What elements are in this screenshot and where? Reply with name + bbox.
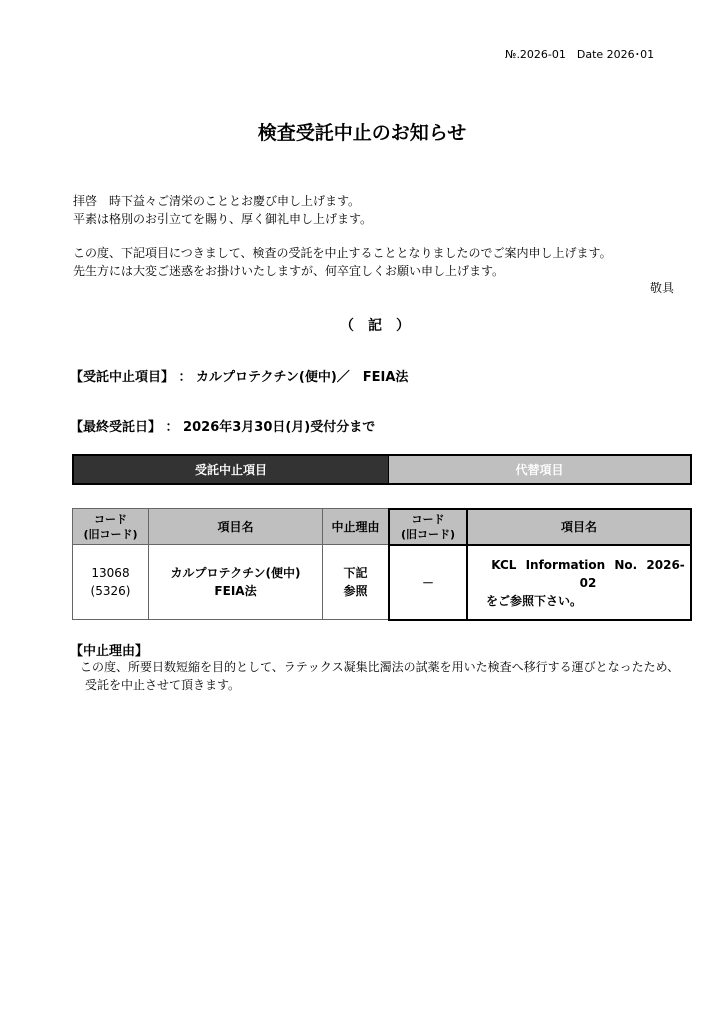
- old-code: (5326): [90, 584, 131, 598]
- reason-2: 参照: [343, 584, 368, 598]
- cell-reason: [322, 544, 389, 620]
- cell-alt-code: －: [388, 544, 468, 621]
- item-name: カルプロテクチン(便中): [170, 566, 301, 580]
- alt-note: をご参照下さい。: [486, 593, 583, 608]
- code: 13068: [91, 566, 130, 580]
- header-alt-name: 項目名: [466, 508, 692, 546]
- section-alternative: 代替項目: [389, 454, 692, 485]
- ki-heading: （ 記 ）: [340, 318, 410, 334]
- reason-1: 下記: [343, 566, 368, 580]
- closing: 敬具: [650, 281, 675, 295]
- reason-heading: 【中止理由】: [70, 644, 149, 659]
- cell-name: [148, 544, 323, 620]
- body-2: 先生方には大変ご迷惑をお掛けいたしますが、何卒宜しくお願い申し上げます。: [73, 264, 505, 278]
- header-code: コード (旧コード): [72, 508, 149, 545]
- greeting-2: 平素は格別のお引立てを賜り、厚く御礼申し上げます。: [73, 212, 373, 226]
- reason-line-1: この度、所要日数短縮を目的として、ラテックス凝集比濁法の試薬を用いた検査へ移行する運びとなったため、: [80, 660, 680, 674]
- section-discontinued: 受託中止項目: [72, 454, 390, 485]
- reason-line-2: 受託を中止させて頂きます。: [85, 678, 241, 692]
- body-1: この度、下記項目につきまして、検査の受託を中止することとなりましたのでご案内申し上げます。: [73, 246, 612, 260]
- last-date-line: 【最終受託日】 ： 2026年3月30日(月)受付分まで: [70, 420, 376, 435]
- doc-number: №.2026-01 Date 2026･01: [505, 48, 655, 61]
- header-name: 項目名: [148, 508, 323, 545]
- item-method: FEIA法: [214, 584, 257, 598]
- header-reason: 中止理由: [322, 508, 389, 545]
- cell-code: [72, 544, 149, 620]
- alt-reference: KCL Information No. 2026-02: [491, 557, 685, 590]
- cell-alt-name: [466, 544, 692, 621]
- discontinued-item-line: 【受託中止項目】 ： カルプロテクチン(便中)／ FEIA法: [70, 370, 409, 385]
- header-alt-code: コード (旧コード): [388, 508, 468, 546]
- greeting-1: 拝啓 時下益々ご清栄のこととお慶び申し上げます。: [73, 194, 361, 208]
- page-title: 検査受託中止のお知らせ: [257, 122, 467, 144]
